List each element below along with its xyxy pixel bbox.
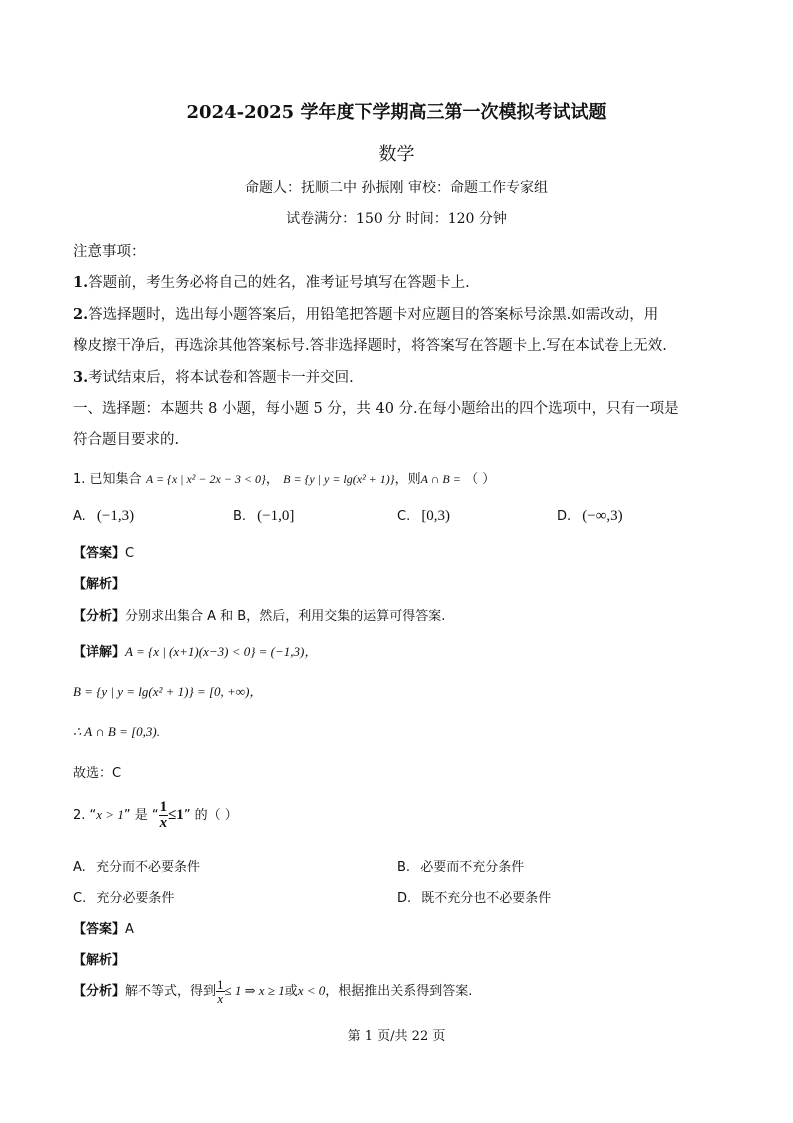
q2-fenxi-c: 或 xyxy=(284,984,298,999)
q1-conclusion: 故选：C xyxy=(73,766,122,781)
q1-then: ，则 xyxy=(394,472,421,487)
note-2-text-a: 答选择题时，选出每小题答案后，用铅笔把答题卡对应题目的答案标号涂黑.如需改动，用 xyxy=(88,307,659,323)
q1-comma: ， xyxy=(265,472,279,487)
q2-fenxi-a: 解不等式，得到 xyxy=(125,984,217,999)
q1-option-b xyxy=(233,505,294,525)
q1-option-b-value: (−1,0] xyxy=(257,508,295,524)
q1-option-c-label: C. xyxy=(397,509,411,524)
q2-answer-tag: 【答案】 xyxy=(73,922,126,937)
q1-option-d-label: D. xyxy=(557,509,572,524)
q1-prefix: 1. 已知集合 xyxy=(73,472,142,487)
q1-option-b-label: B. xyxy=(233,509,247,524)
q2-option-b-value: 必要而不充分条件 xyxy=(420,860,525,875)
note-1-num: 1. xyxy=(73,274,89,291)
exam-info: 试卷满分：150 分 时间：120 分钟 xyxy=(286,211,507,227)
q1-fenxi xyxy=(73,605,445,624)
q1-answer-tag: 【答案】 xyxy=(73,546,126,561)
q2-prefix: 2. “ xyxy=(73,808,97,823)
q1-stem xyxy=(73,468,495,487)
q1-detail-tag: 【详解】 xyxy=(73,645,126,660)
q2-option-c-value: 充分必要条件 xyxy=(96,891,175,906)
exam-authors: 命题人：抚顺二中 孙振刚 审校：命题工作专家组 xyxy=(245,180,548,196)
q2-cond1: x > 1 xyxy=(96,807,124,822)
q2-option-b xyxy=(397,856,524,875)
note-2-num: 2. xyxy=(73,306,89,323)
q1-option-c xyxy=(397,505,450,525)
q2-option-a xyxy=(73,856,200,875)
note-2 xyxy=(73,303,658,324)
q1-answer xyxy=(73,542,134,561)
q2-option-b-label: B. xyxy=(397,860,411,875)
note-3-text: 考试结束后，将本试卷和答题卡一并交回. xyxy=(88,370,354,386)
notes-heading: 注意事项： xyxy=(73,244,146,260)
q1-option-d-value: (−∞,3) xyxy=(582,508,623,524)
q1-ask: A ∩ B = xyxy=(420,472,461,486)
q1-option-c-value: [0,3) xyxy=(421,508,451,524)
q1-fenxi-tag: 【分析】 xyxy=(73,609,126,624)
section-instructions-cont: 符合题目要求的. xyxy=(73,432,180,448)
q2-fenxi-frac-num: 1 xyxy=(217,977,224,992)
q2-option-a-label: A. xyxy=(73,860,86,875)
q2-analysis-tag: 【解析】 xyxy=(73,953,126,968)
q2-fenxi-frac-den: x xyxy=(217,991,224,1006)
exam-title: 2024-2025 学年度下学期高三第一次模拟考试试题 xyxy=(186,102,607,123)
q2-stem xyxy=(73,800,238,831)
q2-answer xyxy=(73,918,134,937)
q2-fenxi-e: ，根据推出关系得到答案. xyxy=(325,984,473,999)
q2-fenxi-tag: 【分析】 xyxy=(73,984,126,999)
q1-fenxi-text: 分别求出集合 A 和 B，然后，利用交集的运算可得答案. xyxy=(125,609,446,624)
q1-option-d xyxy=(557,505,623,525)
q2-option-a-value: 充分而不必要条件 xyxy=(95,860,200,875)
q1-option-a xyxy=(73,505,134,525)
section-instructions: 一、选择题：本题共 8 小题，每小题 5 分，共 40 分.在每小题给出的四个选项中，只有一项是 xyxy=(73,401,679,417)
note-2-cont: 橡皮擦干净后，再选涂其他答案标号.答非选择题时，将答案写在答题卡上.写在本试卷上无效. xyxy=(73,338,667,354)
q2-answer-value: A xyxy=(125,922,134,937)
q1-option-a-value: (−1,3) xyxy=(96,508,135,524)
q2-mid: ” 是 “ xyxy=(123,808,159,823)
exam-subject: 数学 xyxy=(378,144,415,165)
q2-frac-den: x xyxy=(159,815,168,831)
q2-suffix: ” 的（ ） xyxy=(183,808,238,823)
q2-option-d xyxy=(397,887,551,906)
q2-option-d-label: D. xyxy=(397,891,412,906)
q2-option-d-value: 既不充分也不必要条件 xyxy=(421,891,552,906)
q1-analysis-tag: 【解析】 xyxy=(73,577,126,592)
q1-detail-step2: B = {y | y = lg(x² + 1)} = [0, +∞)， xyxy=(73,684,263,699)
q1-option-a-label: A. xyxy=(73,509,86,524)
q1-detail-step1: A = {x | (x+1)(x−3) < 0} = (−1,3)， xyxy=(125,644,318,659)
q1-detail-step3: ∴ A ∩ B = [0,3). xyxy=(73,724,160,739)
note-3 xyxy=(73,366,354,387)
q2-fenxi-fraction xyxy=(216,978,225,1005)
note-1-text: 答题前，考生务必将自己的姓名，准考证号填写在答题卡上. xyxy=(88,275,470,291)
q1-answer-value: C xyxy=(125,546,135,561)
q2-frac-num: 1 xyxy=(159,799,168,815)
q2-fenxi-d: x < 0 xyxy=(297,983,326,998)
q1-paren: （ ） xyxy=(465,472,496,487)
note-1 xyxy=(73,271,470,292)
q1-detail-line1 xyxy=(73,641,317,660)
q2-fenxi xyxy=(73,978,472,1005)
q2-fenxi-b: ≤ 1 ⇒ x ≥ 1 xyxy=(224,983,285,998)
q1-set-b: B = {y | y = lg(x² + 1)} xyxy=(283,472,395,486)
q2-fraction xyxy=(159,800,169,831)
note-3-num: 3. xyxy=(73,369,89,386)
page-number: 第 1 页/共 22 页 xyxy=(347,1029,446,1044)
q2-cond2-rest: ≤1 xyxy=(168,807,184,823)
q1-set-a: A = {x | x² − 2x − 3 < 0} xyxy=(145,472,266,486)
q2-option-c-label: C. xyxy=(73,891,87,906)
q2-option-c xyxy=(73,887,174,906)
